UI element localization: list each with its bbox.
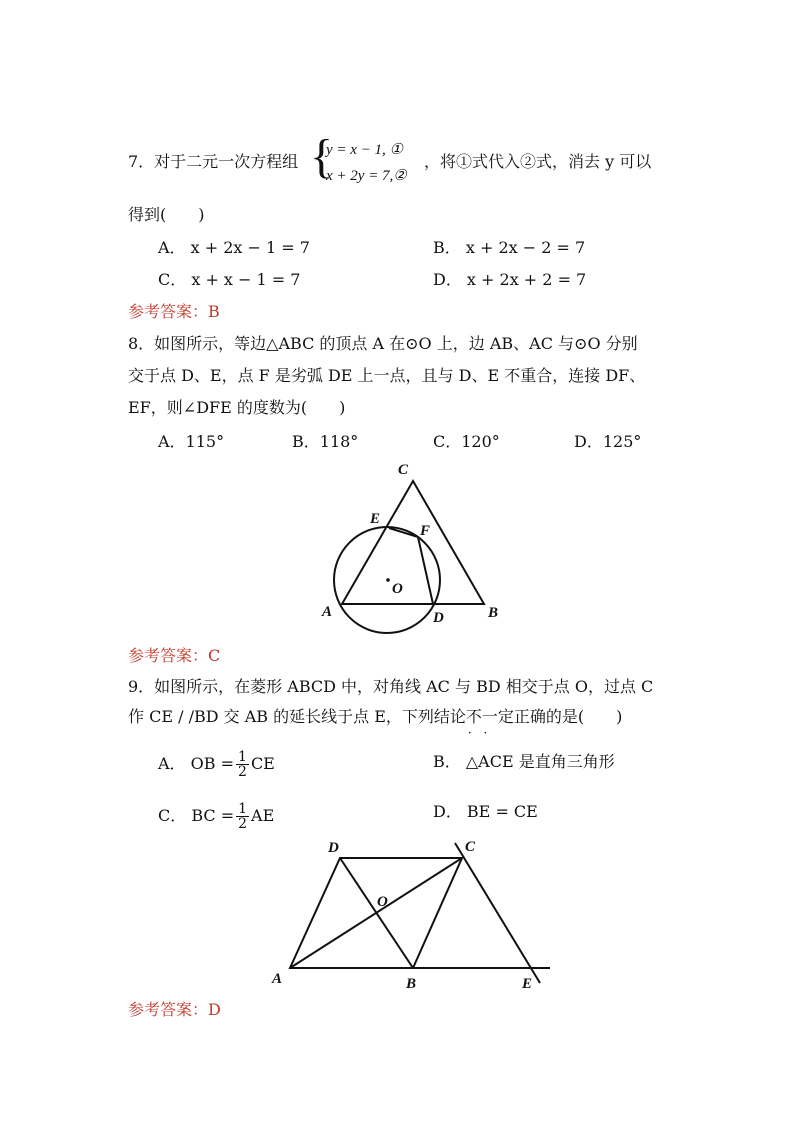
- q9-fraction-c: $\frac{1}{2}$: [238, 801, 248, 832]
- q7-option-d: D． x + 2x + 2 = 7: [433, 270, 587, 289]
- q8-line3: EF，则∠DFE 的度数为( ): [128, 398, 346, 417]
- q7-eq1: y = x − 1, ①: [326, 142, 404, 158]
- q9-option-a: A． OB = $\frac{1}{2}$ CE: [158, 749, 275, 780]
- q8-option-d: D．125°: [574, 432, 642, 451]
- q9-label-b: B: [406, 976, 417, 992]
- q8-label-b: B: [488, 605, 499, 621]
- q7-brace: {: [310, 130, 334, 183]
- q7-line2: 得到( ): [128, 205, 205, 224]
- q9-label-e: E: [522, 976, 533, 992]
- q8-label-d: D: [433, 610, 444, 626]
- q9-option-d: D． BE = CE: [433, 802, 538, 821]
- q8-option-c: C．120°: [433, 432, 500, 451]
- q7-option-a: A． x + 2x − 1 = 7: [158, 238, 310, 257]
- q9-option-c: C． BC = $\frac{1}{2}$ AE: [158, 801, 275, 832]
- q7-answer: 参考答案：B: [128, 302, 220, 321]
- q7-option-b: B． x + 2x − 2 = 7: [433, 238, 586, 257]
- q7-option-c: C． x + x − 1 = 7: [158, 270, 301, 289]
- q9-line1: 9．如图所示，在菱形 ABCD 中，对角线 AC 与 BD 相交于点 O，过点 C: [128, 677, 654, 696]
- q9-label-d: D: [328, 840, 339, 856]
- q7-prefix: 7．对于二元一次方程组: [128, 152, 299, 171]
- q9-line2-end: 正确的是( ): [513, 707, 623, 726]
- q8-line2: 交于点 D、E，点 F 是劣弧 DE 上一点，且与 D、E 不重合，连接 DF、: [128, 366, 646, 385]
- q9-option-b: B． △ACE 是直角三角形: [433, 752, 615, 771]
- q8-label-e: E: [370, 511, 381, 527]
- q8-line1: 8．如图所示，等边△ABC 的顶点 A 在⊙O 上，边 AB、AC 与⊙O 分别: [128, 334, 638, 353]
- q9-answer: 参考答案：D: [128, 1000, 221, 1019]
- q9-label-c: C: [465, 839, 476, 855]
- q9-fraction-a: $\frac{1}{2}$: [238, 749, 247, 780]
- q9-label-o: O: [377, 894, 388, 910]
- q9-diagonal-bd: [340, 858, 413, 968]
- q8-option-a: A．115°: [158, 432, 225, 451]
- q8-label-c: C: [398, 462, 409, 478]
- q8-option-b: B．118°: [292, 432, 359, 451]
- q9-line2-start: 作 CE / /BD 交 AB 的延长线于点 E，下列结论: [128, 707, 466, 726]
- q9-emphasis: 不一定 · ·: [466, 707, 514, 726]
- q8-label-f: F: [420, 523, 431, 539]
- q9-line-ce: [455, 843, 540, 983]
- q8-label-o: O: [392, 581, 403, 597]
- q9-label-a: A: [272, 971, 283, 987]
- q7-suffix: ，将①式代入②式，消去 y 可以: [424, 152, 652, 171]
- q7-eq2: x + 2y = 7,②: [326, 168, 407, 184]
- q8-label-a: A: [322, 604, 333, 620]
- q8-answer: 参考答案：C: [128, 646, 221, 665]
